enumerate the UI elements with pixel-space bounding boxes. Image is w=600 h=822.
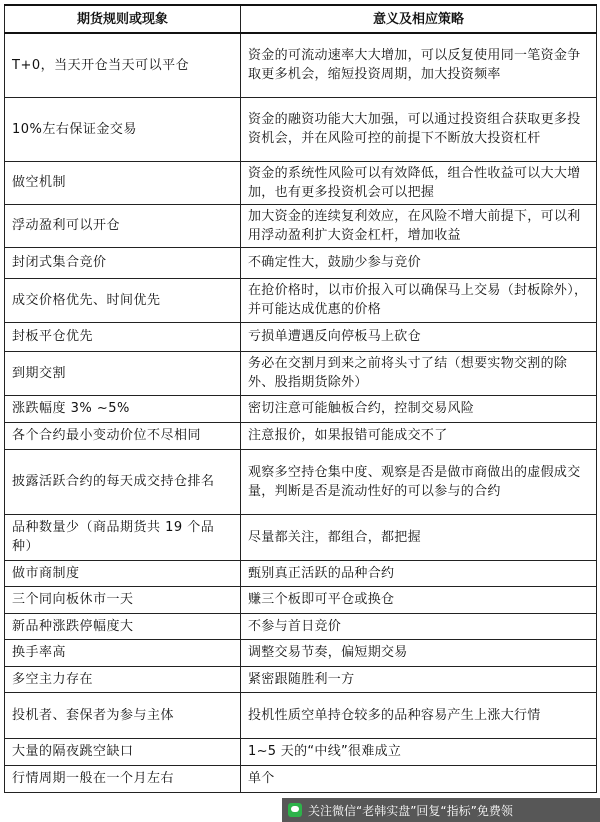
table-row [5,161,597,204]
table-row [5,351,597,395]
meaning-cell: 加大资金的连续复利效应，在风险不增大前提下，可以利用浮动盈利扩大资金杠杆，增加收益 [241,204,597,247]
table-row [5,738,597,765]
table-row [5,278,597,322]
table-row [5,692,597,738]
meaning-cell: 资金的可流动速率大大增加，可以反复使用同一笔资金争取更多机会，缩短投资周期，加大投资频率 [241,33,597,97]
rule-cell: 成交价格优先、时间优先 [5,278,241,322]
meaning-cell: 不确定性大，鼓励少参与竞价 [241,247,597,278]
table-row [5,204,597,247]
meaning-cell: 观察多空持仓集中度、观察是否是做市商做出的虚假成交量，判断是否是流动性好的可以参与的合约 [241,449,597,514]
meaning-cell: 紧密跟随胜利一方 [241,666,597,692]
meaning-cell: 1~5 天的“中线”很难成立 [241,738,597,765]
table-row [5,639,597,666]
rule-cell: 三个同向板休市一天 [5,586,241,613]
rule-cell: 封闭式集合竞价 [5,247,241,278]
rule-cell: 多空主力存在 [5,666,241,692]
meaning-cell: 甄别真正活跃的品种合约 [241,560,597,586]
rules-table [4,4,597,793]
wechat-icon [288,803,302,817]
meaning-cell: 单个 [241,765,597,792]
rule-cell: 投机者、套保者为参与主体 [5,692,241,738]
table-row [5,666,597,692]
rule-cell: 品种数量少（商品期货共 19 个品种） [5,514,241,560]
header-row [5,5,597,33]
rule-cell: T+0，当天开仓当天可以平仓 [5,33,241,97]
table-row [5,765,597,792]
rule-cell: 浮动盈利可以开仓 [5,204,241,247]
rule-cell: 涨跌幅度 3% ~5% [5,395,241,422]
header-rule: 期货规则或现象 [5,5,241,33]
table-row [5,395,597,422]
meaning-cell: 不参与首日竞价 [241,613,597,639]
meaning-cell: 资金的系统性风险可以有效降低，组合性收益可以大大增加，也有更多投资机会可以把握 [241,161,597,204]
table-row [5,422,597,449]
rule-cell: 做空机制 [5,161,241,204]
rule-cell: 各个合约最小变动价位不尽相同 [5,422,241,449]
table-row [5,514,597,560]
watermark-text: 关注微信“老韩实盘”回复“指标”免费领 [308,803,513,818]
header-meaning: 意义及相应策略 [241,5,597,33]
rule-cell: 大量的隔夜跳空缺口 [5,738,241,765]
rule-cell: 换手率高 [5,639,241,666]
rule-cell: 10%左右保证金交易 [5,97,241,161]
table-row [5,247,597,278]
table-row [5,586,597,613]
meaning-cell: 在抢价格时，以市价报入可以确保马上交易（封板除外），并可能达成优惠的价格 [241,278,597,322]
table-row [5,613,597,639]
table-row [5,449,597,514]
meaning-cell: 尽量都关注，都组合，都把握 [241,514,597,560]
meaning-cell: 赚三个板即可平仓或换仓 [241,586,597,613]
rule-cell: 行情周期一般在一个月左右 [5,765,241,792]
table-row [5,33,597,97]
table-row [5,322,597,351]
meaning-cell: 调整交易节奏，偏短期交易 [241,639,597,666]
wechat-watermark [282,798,600,822]
meaning-cell: 密切注意可能触板合约，控制交易风险 [241,395,597,422]
rule-cell: 披露活跃合约的每天成交持仓排名 [5,449,241,514]
meaning-cell: 资金的融资功能大大加强，可以通过投资组合获取更多投资机会，并在风险可控的前提下不断放大投资杠杆 [241,97,597,161]
rule-cell: 新品种涨跌停幅度大 [5,613,241,639]
meaning-cell: 务必在交割月到来之前将头寸了结（想要实物交割的除外、股指期货除外） [241,351,597,395]
rule-cell: 封板平仓优先 [5,322,241,351]
meaning-cell: 投机性质空单持仓较多的品种容易产生上涨大行情 [241,692,597,738]
table-row [5,97,597,161]
rule-cell: 做市商制度 [5,560,241,586]
meaning-cell: 亏损单遭遇反向停板马上砍仓 [241,322,597,351]
rule-cell: 到期交割 [5,351,241,395]
meaning-cell: 注意报价，如果报错可能成交不了 [241,422,597,449]
table-row [5,560,597,586]
